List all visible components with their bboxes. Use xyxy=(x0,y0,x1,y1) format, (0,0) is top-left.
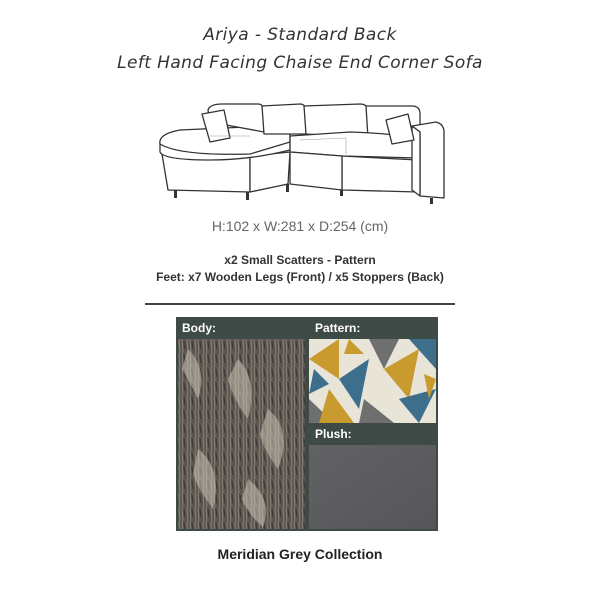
body-swatch-label: Body: xyxy=(182,321,216,335)
dimensions: H:102 x W:281 x D:254 (cm) xyxy=(211,218,389,234)
divider xyxy=(145,303,455,305)
collection-name: Meridian Grey Collection xyxy=(217,546,383,562)
scatters-spec: x2 Small Scatters - Pattern xyxy=(224,253,376,267)
body-fabric-swatch xyxy=(178,339,305,529)
product-subtitle: Left Hand Facing Chaise End Corner Sofa xyxy=(117,53,483,73)
sofa-illustration xyxy=(150,92,450,212)
pattern-swatch-label: Pattern: xyxy=(315,321,361,335)
product-title: Ariya - Standard Back xyxy=(203,25,397,45)
plush-fabric-swatch xyxy=(309,445,436,529)
pattern-fabric-swatch xyxy=(309,339,436,423)
fabric-swatch-panel xyxy=(176,317,438,531)
plush-swatch-label: Plush: xyxy=(315,427,352,441)
feet-spec: Feet: x7 Wooden Legs (Front) / x5 Stoppers (Back) xyxy=(156,270,444,284)
